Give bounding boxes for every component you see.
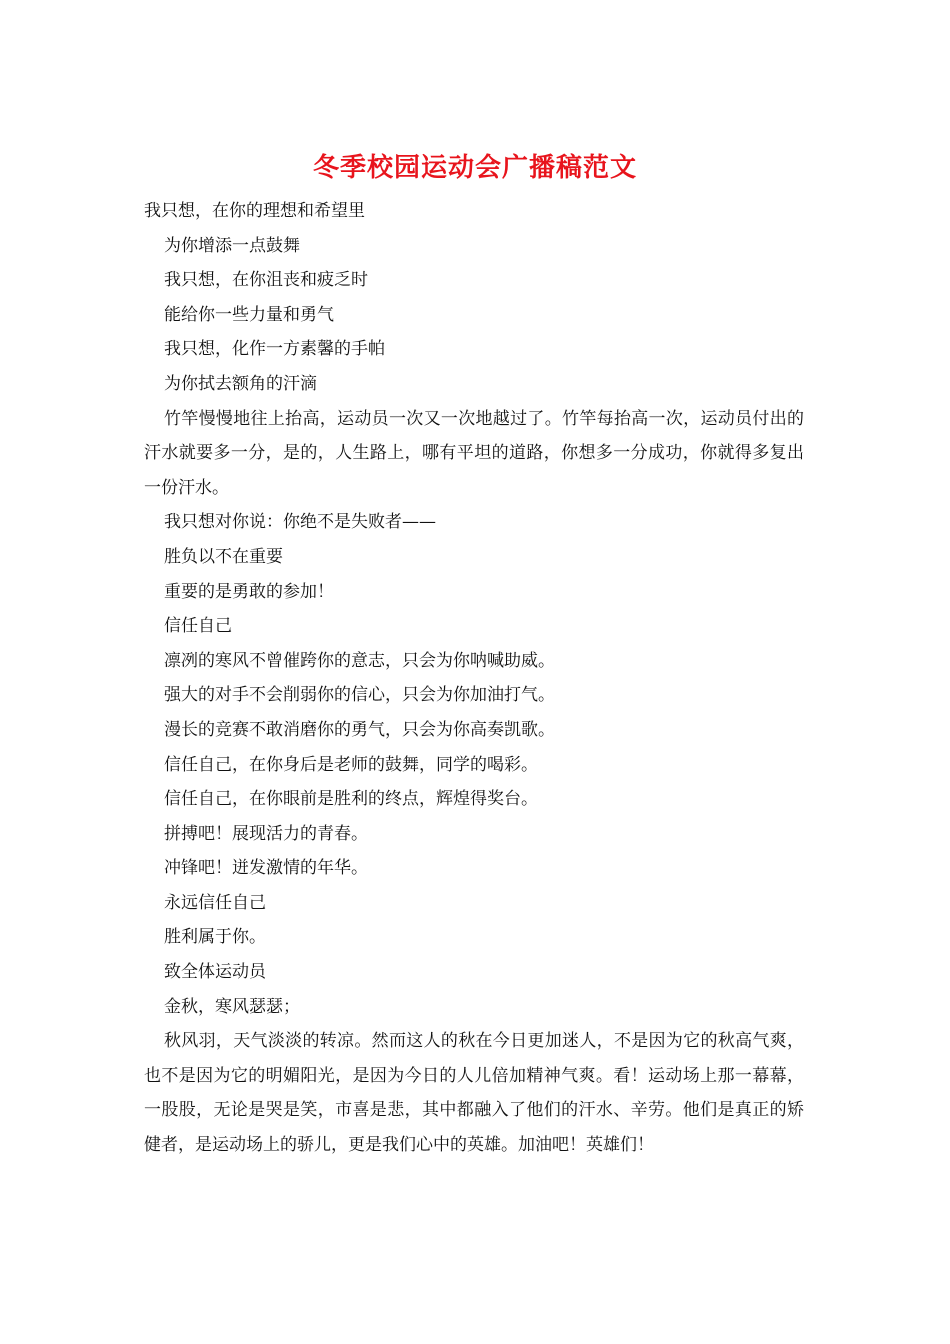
document-body bbox=[144, 194, 804, 1163]
paragraph: 金秋，寒风瑟瑟； bbox=[164, 996, 300, 1017]
paragraph: 胜利属于你。 bbox=[164, 927, 266, 948]
paragraph: 秋风羽，天气淡淡的转凉。然而这人的秋在今日更加迷人，不是因为它的秋高气爽，也不是因为它的明媚阳光，是因为今日的人儿倍加精神气爽。看！运动场上那一幕幕，一股股，无论是哭是笑，市喜是悲，其中都融入了他们的汗水、辛劳。他们是真正的矫健者，是运动场上的骄儿，更是我们心中的英雄。加油吧！英雄们！ bbox=[144, 1031, 804, 1156]
paragraph: 冲锋吧！迸发激情的年华。 bbox=[164, 858, 368, 879]
paragraph: 强大的对手不会削弱你的信心，只会为你加油打气。 bbox=[164, 685, 555, 706]
paragraph: 信任自己 bbox=[164, 616, 232, 637]
paragraph: 我只想，在你沮丧和疲乏时 bbox=[164, 270, 368, 291]
document-title: 冬季校园运动会广播稿范文 bbox=[312, 153, 637, 183]
paragraph: 我只想，化作一方素馨的手帕 bbox=[164, 339, 385, 360]
paragraph: 信任自己，在你身后是老师的鼓舞，同学的喝彩。 bbox=[164, 754, 538, 775]
paragraph: 漫长的竞赛不敢消磨你的勇气，只会为你高奏凯歌。 bbox=[164, 719, 555, 740]
paragraph: 为你拭去额角的汗滴 bbox=[164, 373, 317, 394]
paragraph: 信任自己，在你眼前是胜利的终点，辉煌得奖台。 bbox=[164, 789, 538, 810]
paragraph: 凛冽的寒风不曾催跨你的意志，只会为你呐喊助威。 bbox=[164, 650, 555, 671]
paragraph: 我只想对你说：你绝不是失败者—— bbox=[164, 512, 436, 533]
paragraph: 永远信任自己 bbox=[164, 892, 266, 913]
paragraph: 致全体运动员 bbox=[164, 962, 266, 983]
paragraph: 竹竿慢慢地往上抬高，运动员一次又一次地越过了。竹竿每抬高一次，运动员付出的汗水就要多一分，是的，人生路上，哪有平坦的道路，你想多一分成功，你就得多复出一份汗水。 bbox=[144, 408, 804, 498]
paragraph: 胜负以不在重要 bbox=[164, 546, 283, 567]
paragraph: 能给你一些力量和勇气 bbox=[164, 304, 334, 325]
paragraph: 拼搏吧！展现活力的青春。 bbox=[164, 823, 368, 844]
paragraph: 我只想，在你的理想和希望里 bbox=[144, 201, 365, 221]
paragraph: 为你增添一点鼓舞 bbox=[164, 235, 300, 256]
paragraph: 重要的是勇敢的参加！ bbox=[164, 581, 334, 602]
